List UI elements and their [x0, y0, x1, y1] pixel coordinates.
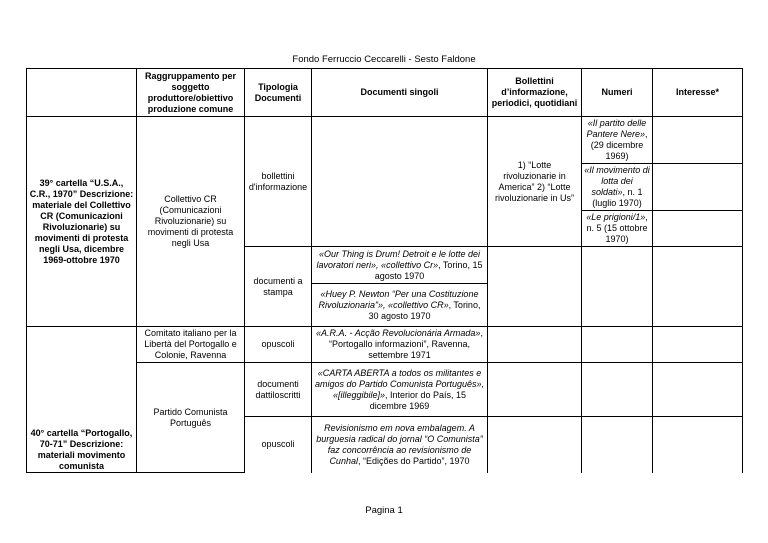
header-row	[27, 69, 743, 117]
folder-39-doc-1	[312, 247, 488, 284]
portugal-committee-group: Comitato italiano per la Libertà del Portogallo e Colonie, Ravenna	[137, 327, 245, 363]
folder-40-bulletins-1	[488, 363, 582, 417]
page-header: Fondo Ferruccio Ceccarelli - Sesto Faldone	[292, 54, 476, 65]
folder-40-numbers-2	[582, 417, 653, 473]
portugal-committee-interest	[653, 327, 743, 363]
col-header-documents: Documenti singoli	[312, 69, 488, 117]
folder-39-description: 39° cartella “U.S.A., C.R., 1970” Descrizione: materiale del Collettivo CR (Comunicazioni Rivoluzionarie) su movimenti di protesta negli Usa, dicembre 1969-ottobre 1970	[27, 117, 137, 327]
table-row	[27, 327, 743, 363]
folder-39-interest-2	[653, 164, 743, 211]
archive-table	[26, 68, 743, 473]
number-2-title: «Il movimento di lotta dei soldati»	[584, 165, 650, 197]
doc-1-title: «Our Thing is Drum! Detroit e le lotte dei lavoratori neri», «collettivo Cr»	[316, 248, 481, 270]
table-row	[27, 117, 743, 164]
folder-40-doc-2	[312, 417, 488, 473]
col-header-interest: Interesse*	[653, 69, 743, 117]
portugal-committee-type: opuscoli	[245, 327, 312, 363]
folder-40-description: 40° cartella “Portogallo, 70-71” Descrizione: materiali movimento comunista	[27, 327, 137, 473]
number-1-detail: , (29 dicembre 1969)	[590, 129, 648, 161]
number-2-detail: , n. 1 (luglio 1970)	[592, 187, 643, 208]
folder-40-group: Partido Comunista Português	[137, 363, 245, 473]
folder-40-type-pamphlets: opuscoli	[245, 417, 312, 473]
number-3-detail: , n. 5 (15 ottobre 1970)	[586, 212, 648, 244]
folder-39-numbers-empty	[582, 247, 653, 327]
doc-2-title: «Huey P. Newton “Per una Costituzione Rivoluzionaria”», «collettivo CR»	[318, 288, 479, 310]
folder-40-doc-1-detail: , Interior do País, 15 dicembre 1969	[369, 389, 467, 411]
folder-39-interest-3	[653, 211, 743, 247]
folder-39-number-1	[582, 117, 653, 164]
col-header-type: Tipologia Documenti	[245, 69, 312, 117]
folder-40-interest-1	[653, 363, 743, 417]
folder-39-docs-empty	[312, 117, 488, 247]
folder-40-doc-1-title: «CARTA ABERTA a todos os militantes e amigos do Partido Comunista Português», «[illeggibile]»	[314, 367, 485, 400]
folder-40-bulletins-2	[488, 417, 582, 473]
folder-39-bulletins-empty	[488, 247, 582, 327]
folder-39-type-press: documenti a stampa	[245, 247, 312, 327]
folder-39-interest-1	[653, 117, 743, 164]
col-header-numbers: Numeri	[582, 69, 653, 117]
number-1-title: «Il partito delle Pantere Nere»	[586, 118, 647, 139]
portugal-committee-numbers	[582, 327, 653, 363]
page-footer: Pagina 1	[365, 505, 403, 516]
portugal-committee-doc	[312, 327, 488, 363]
doc-2-detail: , Torino, 30 agosto 1970	[368, 299, 481, 321]
folder-39-bulletins: 1) “Lotte rivoluzionarie in America” 2) “Lotte rivoluzionarie in Us”	[488, 117, 582, 247]
portugal-doc-title: «A.R.A. - Acção Revolucionária Armada»	[316, 328, 481, 338]
col-header-folder	[27, 69, 137, 117]
doc-1-detail: , Torino, 15 agosto 1970	[374, 259, 483, 281]
folder-40-doc-2-detail: , “Edições do Partido”, 1970	[357, 455, 470, 466]
number-3-title: «Le prigioni/1»	[586, 212, 646, 222]
portugal-doc-detail: , “Portogallo informazioni”, Ravenna, settembre 1971	[328, 328, 483, 360]
folder-40-type-typed: documenti dattiloscritti	[245, 363, 312, 417]
portugal-committee-bulletins	[488, 327, 582, 363]
folder-39-number-2	[582, 164, 653, 211]
folder-39-doc-2	[312, 284, 488, 327]
folder-39-group: Collettivo CR (Comunicazioni Rivoluzionarie) su movimenti di protesta negli Usa	[137, 117, 245, 327]
col-header-group: Raggruppamento per soggetto produttore/obiettivo produzione comune	[137, 69, 245, 117]
folder-39-interest-empty	[653, 247, 743, 327]
col-header-bulletins: Bollettini d’informazione, periodici, quotidiani	[488, 69, 582, 117]
folder-39-type-bulletins: bollettini d'informazione	[245, 117, 312, 247]
folder-40-doc-1	[312, 363, 488, 417]
folder-39-number-3	[582, 211, 653, 247]
folder-40-interest-2	[653, 417, 743, 473]
folder-40-doc-2-title: Revisionismo em nova embalagem. A burguesia radical do jornal “O Comunista” faz concorrência ao revisionismo de Cunhal	[316, 422, 483, 466]
folder-40-numbers-1	[582, 363, 653, 417]
